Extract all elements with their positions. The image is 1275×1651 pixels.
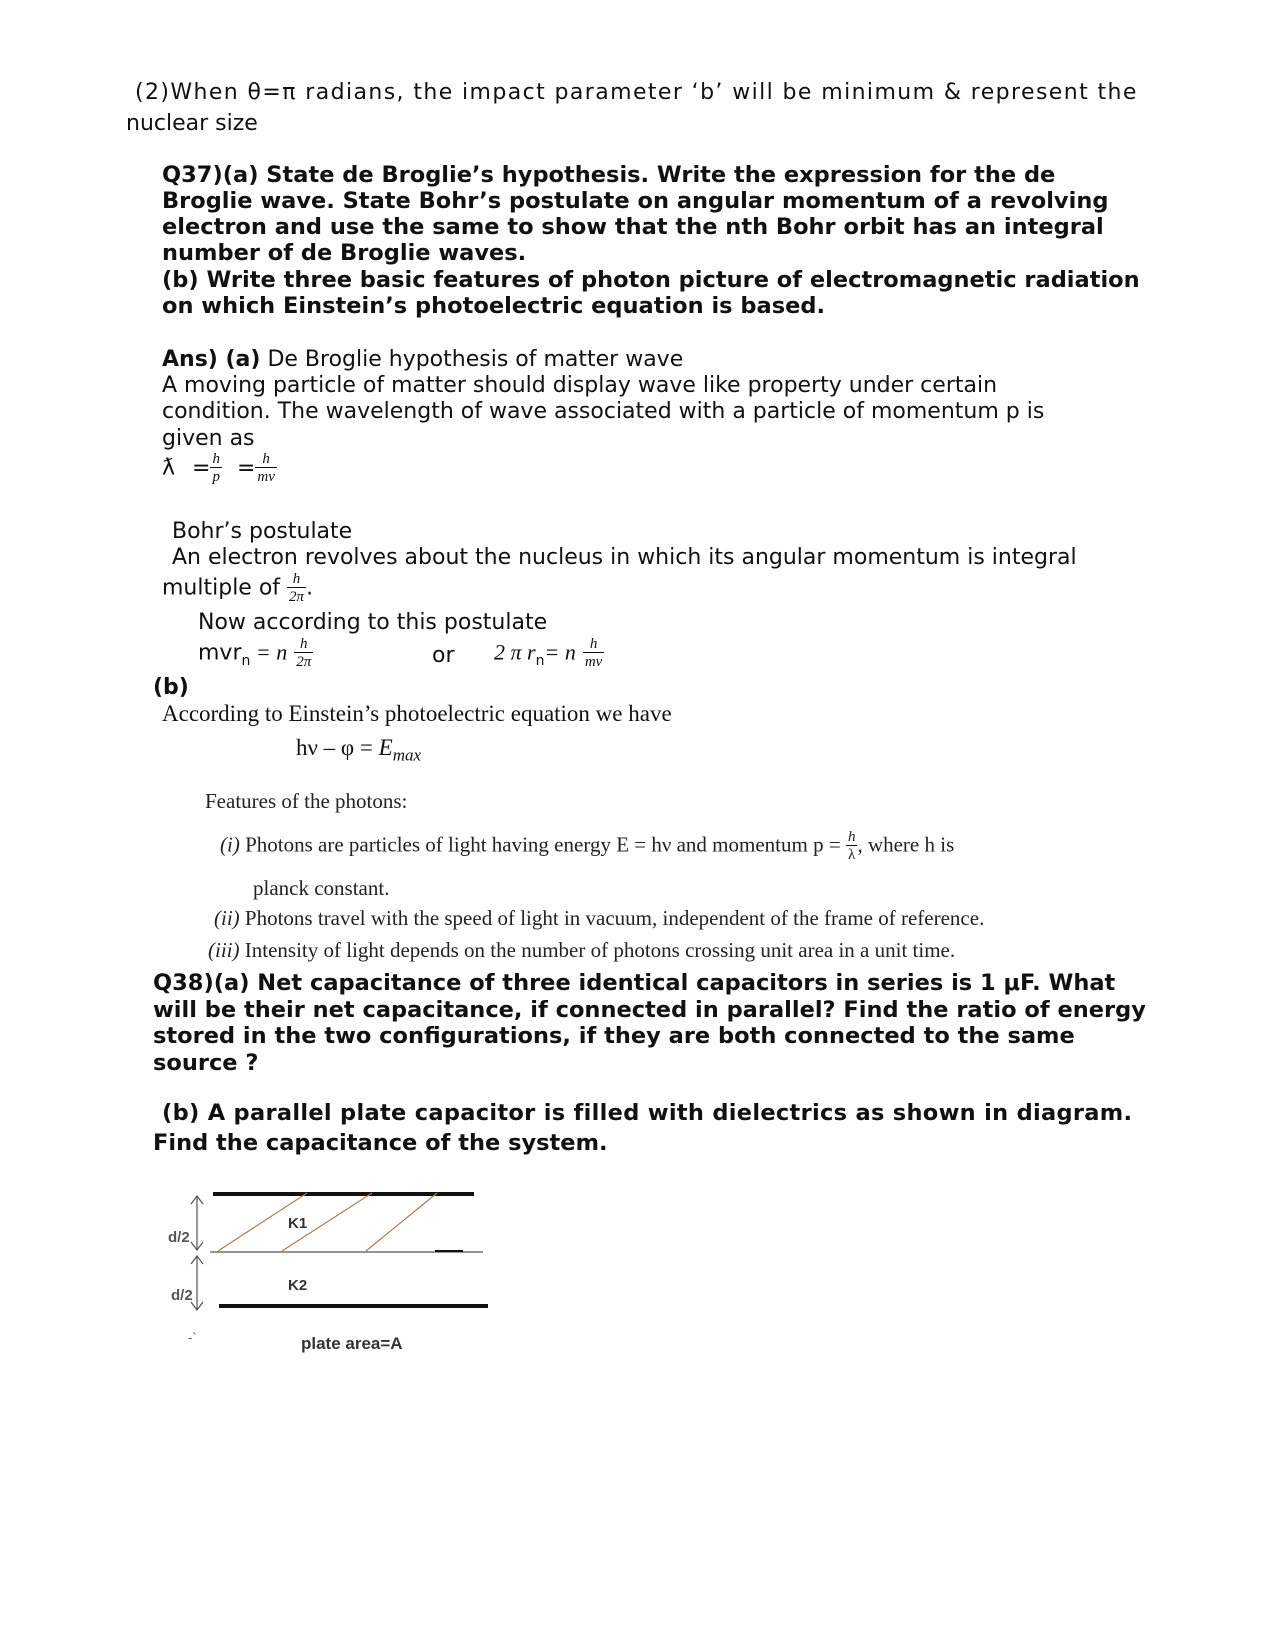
bohr-title: Bohr’s postulate: [172, 519, 353, 544]
equals-1: =: [192, 455, 211, 481]
feature-iii: (iii) Intensity of light depends on the number of photons crossing unit area in a unit time.: [208, 938, 956, 962]
fraction-h-over-2pi: $\frac{h}{2\pi}$: [289, 571, 305, 605]
q37-line-6: on which Einstein’s photoelectric equation is based.: [162, 293, 826, 319]
feature-i: (i) Photons are particles of light having energy E = hν and momentum p = $\frac{h}{\lambda}$ , where h is: [220, 829, 955, 863]
bohr-line-2: multiple of $\frac{h}{2\pi}$ .: [162, 571, 314, 605]
q37-line-2: Broglie wave. State Bohr’s postulate on angular momentum of a revolving: [162, 188, 1109, 214]
fraction-h-over-mv-2: $\frac{h}{mv}$: [584, 636, 603, 670]
bohr-line-1: An electron revolves about the nucleus in which its angular momentum is integral: [172, 545, 1077, 570]
label-plate-area: plate area=A: [301, 1334, 403, 1353]
einstein-line: According to Einstein’s photoelectric equation we have: [162, 701, 672, 726]
label-k2: K2: [288, 1277, 308, 1294]
intro-line-2: nuclear size: [126, 111, 258, 136]
q38-line-2: will be their net capacitance, if connected in parallel? Find the ratio of energy: [153, 997, 1146, 1023]
answer-heading: [162, 347, 683, 372]
label-tick: -`: [188, 1330, 197, 1345]
answer-label: Ans) (a): [162, 347, 261, 372]
feature-ii: (ii) Photons travel with the speed of light in vacuum, independent of the frame of reference.: [214, 906, 985, 930]
q37-line-1: Q37)(a) State de Broglie’s hypothesis. Write the expression for the de: [162, 162, 1056, 188]
lambda-symbol: ƛ: [162, 455, 176, 481]
fraction-h-over-lambda: $\frac{h}{\lambda}$: [847, 829, 856, 863]
dimension-arrow-bottom: [191, 1256, 203, 1310]
answer-heading-text: De Broglie hypothesis of matter wave: [260, 347, 684, 372]
angular-momentum-equation: mvr$_n$ = n $\frac{h}{2\pi}$: [198, 636, 312, 670]
answer-para-1: A moving particle of matter should display wave like property under certain: [162, 373, 998, 398]
label-d-half-bottom: d/2: [171, 1287, 193, 1304]
capacitor-diagram: [150, 1180, 510, 1370]
q38-line-3: stored in the two configurations, if they are both connected to the same: [153, 1023, 1075, 1049]
answer-para-3: given as: [162, 426, 255, 451]
q37-line-3: electron and use the same to show that the nth Bohr orbit has an integral: [162, 214, 1104, 240]
features-title: Features of the photons:: [205, 789, 408, 813]
q38-b-line-2: Find the capacitance of the system.: [153, 1130, 608, 1156]
answer-para-2: condition. The wavelength of wave associated with a particle of momentum p is: [162, 399, 1045, 424]
fraction-h-over-2pi-2: $\frac{h}{2\pi}$: [296, 636, 312, 670]
q37-line-4: number of de Broglie waves.: [162, 240, 527, 266]
de-broglie-equation: [162, 452, 277, 485]
q38-b-line-1: (b) A parallel plate capacitor is filled with dielectrics as shown in diagram.: [162, 1100, 1133, 1126]
intro-line-1: (2)When θ=π radians, the impact parameter ‘b’ will be minimum & represent the: [135, 80, 1138, 105]
answer-b-label: (b): [153, 675, 189, 700]
feature-i-continued: planck constant.: [253, 876, 390, 900]
orbit-equation: 2 π $r_n= n$ $\frac{h}{mv}$: [494, 636, 603, 670]
now-according-line: Now according to this postulate: [198, 610, 548, 635]
q38-line-1: Q38)(a) Net capacitance of three identical capacitors in series is 1 μF. What: [153, 970, 1116, 996]
equals-2: =: [236, 455, 256, 481]
fraction-h-over-mv: $\frac{h}{mv}$: [257, 451, 275, 485]
q38-line-4: source ?: [153, 1050, 259, 1076]
dimension-arrow-top: [191, 1196, 203, 1250]
q37-line-5: (b) Write three basic features of photon picture of electromagnetic radiation: [162, 267, 1140, 293]
or-text: or: [432, 643, 455, 668]
hatch-line: [366, 1193, 437, 1251]
photoelectric-equation: $h\nu - \varphi = E_{max}$: [296, 735, 422, 765]
label-k1: K1: [288, 1215, 308, 1232]
fraction-h-over-p: $\frac{h}{p}$: [212, 451, 220, 485]
label-d-half-top: d/2: [168, 1229, 190, 1246]
